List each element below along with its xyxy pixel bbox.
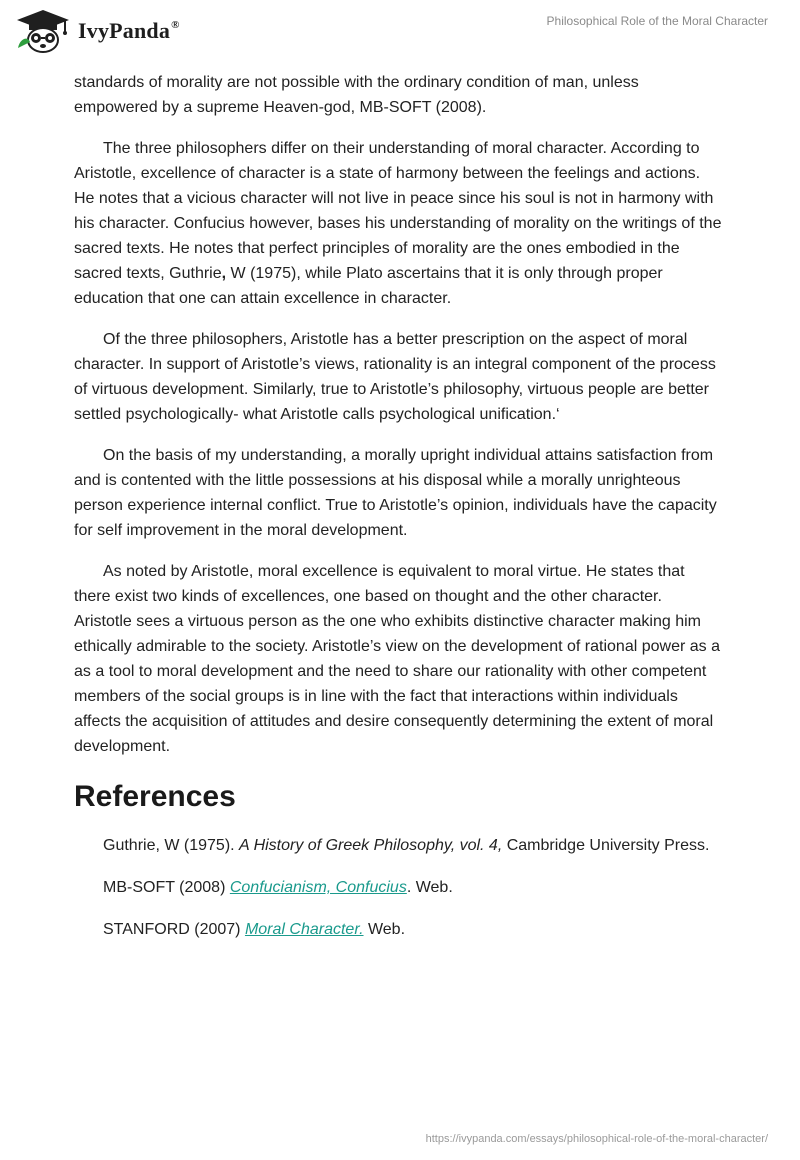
paragraph-understanding: On the basis of my understanding, a morally upright individual attains satisfaction from and is contented with the little possessions at his disposal while a morally unrighteous person experience internal conflict. True to Aristotle’s opinion, individuals have the capacity for self improvement in the moral development. bbox=[74, 447, 717, 539]
essay-content bbox=[74, 70, 722, 959]
paragraph-aristotle-prescription: Of the three philosophers, Aristotle has a better prescription on the aspect of moral character. In support of Aristotle’s views, rationality is an integral component of the process of virtuous development. Similarly, true to Aristotle’s philosophy, virtuous people are better settled psychologically- what Aristotle calls psychological unification.‘ bbox=[74, 331, 716, 423]
references-heading: References bbox=[74, 780, 236, 813]
reference-mb-soft: MB-SOFT (2008) Confucianism, Confucius. Web. bbox=[103, 879, 453, 896]
moral-character-link[interactable]: Moral Character. bbox=[244, 921, 364, 938]
paragraph-moral-excellence: As noted by Aristotle, moral excellence is equivalent to moral virtue. He states that there exist two kinds of excellences, one based on thought and the other character. Aristotle sees a virtuous person as the one who exhibits distinctive character making him ethically admirable to the society. Aristotle’s view on the development of rational power as a as a tool to moral development and the need to share our rationality with other competent members of the social groups is in line with the fact that interactions within individuals affects the acquisition of attitudes and desire consequently determining the extent of moral development. bbox=[74, 563, 720, 755]
ivypanda-logo[interactable] bbox=[14, 8, 180, 54]
panda-graduate-icon bbox=[14, 8, 72, 54]
reference-stanford: STANFORD (2007) Moral Character. Web. bbox=[103, 921, 406, 938]
confucianism-link[interactable]: Confucianism, Confucius bbox=[229, 879, 407, 896]
logo-wordmark: IvyPanda® bbox=[78, 18, 180, 43]
reference-guthrie: Guthrie, W (1975). A History of Greek Philosophy, vol. 4, Cambridge University Press. bbox=[103, 837, 710, 854]
paragraph-philosophers-differ: The three philosophers differ on their understanding of moral character. According to Aristotle, excellence of character is a state of harmony between the feelings and actions. He notes that a vicious character will not live in peace since his soul is not in harmony with his character. Confucius however, bases his understanding of morality on the writings of the sacred texts. He notes that perfect principles of morality are the ones embodied in the sacred texts, Guthrie, W (1975), while Plato ascertains that it is only through proper education that one can attain excellence in character. bbox=[74, 140, 722, 307]
paragraph-continuation: standards of morality are not possible with the ordinary condition of man, unless empowered by a supreme Heaven-god, MB-SOFT (2008). bbox=[74, 74, 639, 116]
running-title: Philosophical Role of the Moral Character bbox=[546, 14, 768, 28]
source-url[interactable]: https://ivypanda.com/essays/philosophical-role-of-the-moral-character/ bbox=[425, 1133, 768, 1145]
